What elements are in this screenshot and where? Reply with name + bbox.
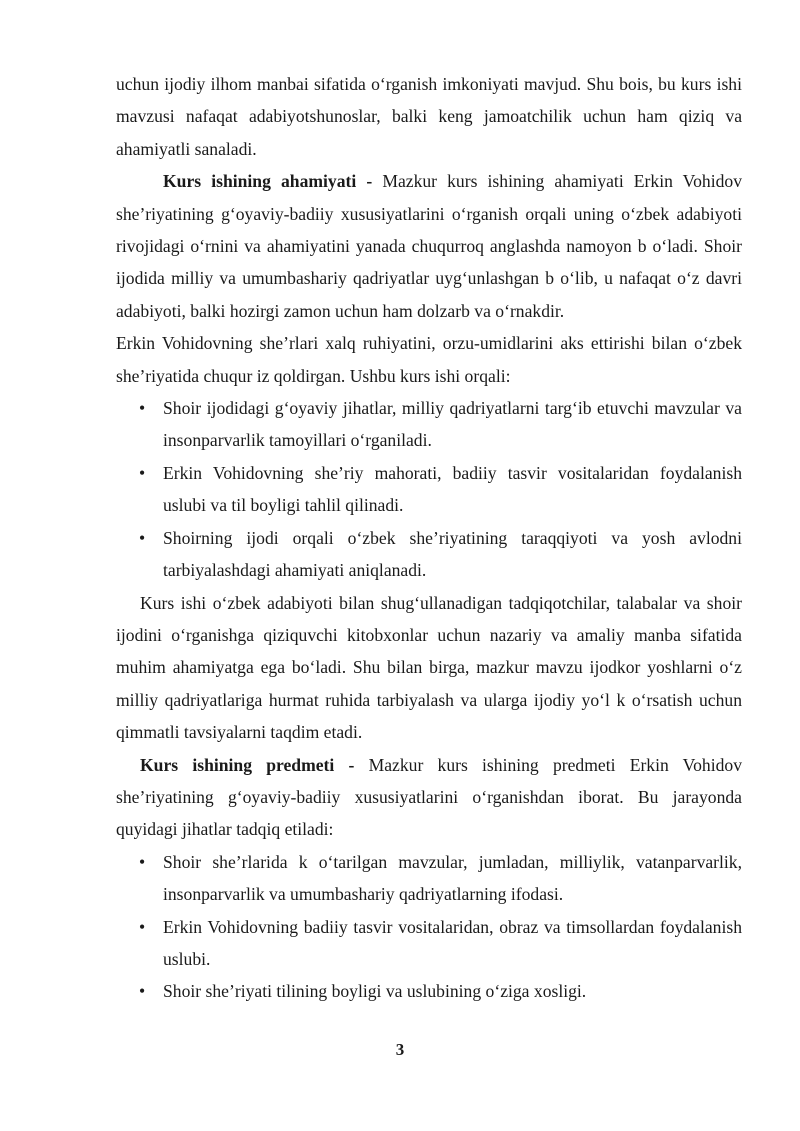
bullet-icon: •	[139, 916, 146, 937]
list-item-text: Erkin Vohidovning badiiy tasvir vositalaridan, obraz va timsollardan foydalanish uslubi.	[163, 916, 742, 969]
bullet-icon: •	[139, 398, 146, 419]
list-item	[116, 846, 742, 911]
list-item	[116, 975, 742, 1007]
paragraph-intro: uchun ijodiy ilhom manbai sifatida o‘rganish imkoniyati mavjud. Shu bois, bu kurs ishi mavzusi nafaqat adabiyotshunoslar, balki keng jamoatchilik uchun ham qiziq va ahamiyatli sanaladi.	[116, 74, 742, 159]
list-objectives	[116, 392, 742, 586]
bullet-icon: •	[139, 981, 146, 1002]
list-item-text: Shoir she’riyati tilining boyligi va uslubining o‘ziga xosligi.	[163, 981, 587, 1002]
list-item	[116, 457, 742, 522]
list-item-text: Shoirning ijodi orqali o‘zbek she’riyatining taraqqiyoti va yosh avlodni tarbiyalashdagi ahamiyati aniqlanadi.	[163, 527, 742, 581]
paragraph-significance	[116, 165, 742, 327]
list-item	[116, 392, 742, 457]
list-item-text: Shoir she’rlarida k o‘tarilgan mavzular, jumladan, milliylik, vatanparvarlik, insonparvarlik va umumbashariy qadriyatlarning ifodasi.	[163, 851, 742, 905]
bullet-icon: •	[139, 462, 146, 483]
subject-body: Mazkur kurs ishining predmeti Erkin Vohidov she’riyatining g‘oyaviy-badiiy xususiyatlarini o‘rganishdan iborat. Bu jarayonda quyidagi jihatlar tadqiq etiladi:	[116, 754, 742, 840]
bullet-icon: •	[139, 527, 146, 548]
page-number: 3	[395, 1040, 405, 1059]
list-aspects	[116, 846, 742, 1008]
document-page	[116, 68, 742, 1008]
paragraph-audience: Kurs ishi o‘zbek adabiyoti bilan shug‘ullanadigan tadqiqotchilar, talabalar va shoir ijodini o‘rganishga qiziquvchi kitobxonlar uchun nazariy va amaliy manba sifatida muhim ahamiyatga ega bo‘ladi. Shu bilan birga, mazkur mavzu ijodkor yoshlarni o‘z milliy qadriyatlariga hurmat ruhida tarbiyalash va ularga ijodiy yo‘l k o‘rsatish uchun qimmatli tavsiyalarni taqdim etadi.	[116, 592, 742, 743]
bullet-icon: •	[139, 851, 146, 872]
paragraph-subject	[116, 749, 742, 846]
list-item	[116, 911, 742, 976]
list-item-text: Erkin Vohidovning she’riy mahorati, badiiy tasvir vositalaridan foydalanish uslubi va til boyligi tahlil qilinadi.	[163, 462, 742, 516]
significance-heading: Kurs ishining ahamiyati -	[163, 171, 373, 192]
paragraph-poems: Erkin Vohidovning she’rlari xalq ruhiyatini, orzu-umidlarini aks ettirishi bilan o‘zbek she’riyatida chuqur iz qoldirgan. Ushbu kurs ishi orqali:	[116, 333, 742, 386]
list-item-text: Shoir ijodidagi g‘oyaviy jihatlar, milliy qadriyatlarni targ‘ib etuvchi mavzular va insonparvarlik tamoyillari o‘rganiladi.	[163, 398, 742, 451]
list-item	[116, 522, 742, 587]
subject-heading: Kurs ishining predmeti -	[140, 754, 355, 775]
significance-body: Mazkur kurs ishining ahamiyati Erkin Vohidov she’riyatining g‘oyaviy-badiiy xususiyatlarini o‘rganish orqali uning o‘zbek adabiyoti rivojidagi o‘rnini va ahamiyatini yanada chuqurroq anglashda namoyon b o‘ladi. Shoir ijodida milliy va umumbashariy qadriyatlar uyg‘unlashgan b o‘lib, u nafaqat o‘z davri adabiyoti, balki hozirgi zamon uchun ham dolzarb va o‘rnakdir.	[116, 171, 742, 321]
